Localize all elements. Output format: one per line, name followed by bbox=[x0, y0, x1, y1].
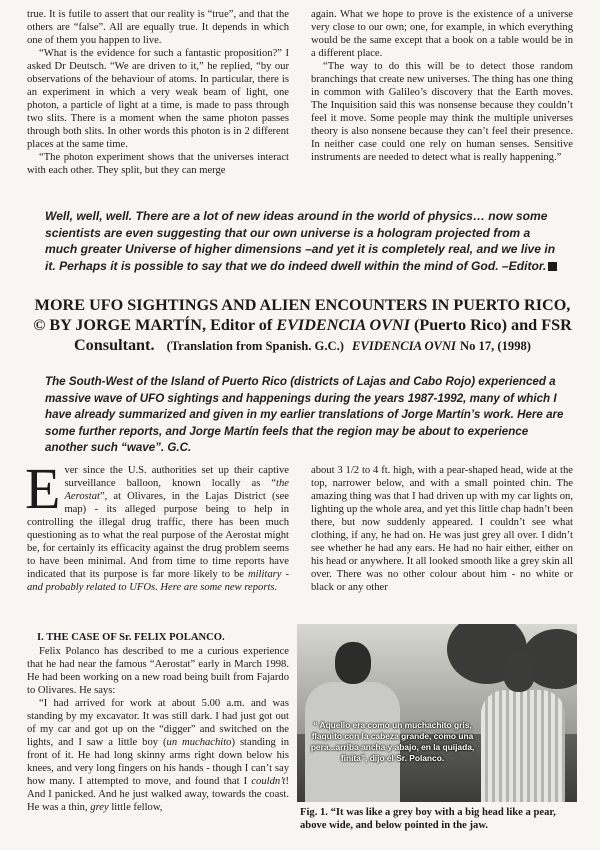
body-right-column bbox=[311, 464, 573, 594]
text-run: ! And I panicked. And he just walked away, towards the coast. He was a thin, bbox=[27, 776, 289, 813]
text-run: un muchachito bbox=[166, 737, 232, 748]
article-intro: The South-West of the Island of Puerto Rico (districts of Lajas and Cabo Rojo) experienced a massive wave of UFO sightings and happenings during the years 1987-1992, many of which I have already summarized and given in my earlier translations of Jorge Martín’s work. Here are some further reports, and Jorge Martín feels that the region may be about to experience another such “wave”. G.C. bbox=[45, 375, 564, 454]
text-run: ”, at Olivares, in the Lajas District (see map) - its alleged purpose being to help in controlling the illegal drug traffic, there has been much questioning as to what the real purpose of the Aerostat might be, for certainly its efficacity against the drug problem seems to have been minimal. And from time to time reports have indicated that its purpose is far more likely to be bbox=[27, 491, 289, 580]
text-run: couldn’t bbox=[251, 776, 286, 787]
photo-witness-head bbox=[503, 652, 535, 692]
paragraph: true. It is futile to assert that our reality is “true”, and that the others are “false”. All are equally true. It depends in which one of them you happen to live. bbox=[27, 9, 289, 46]
text-run: little fellow, bbox=[108, 802, 163, 813]
top-left-column bbox=[27, 8, 289, 177]
translation-note: (Translation from Spanish. G.C.) bbox=[166, 339, 344, 353]
section-heading: I. THE CASE OF Sr. FELIX POLANCO. bbox=[37, 632, 225, 643]
witness-photo bbox=[297, 624, 577, 802]
editor-note-text: Well, well, well. There are a lot of new ideas around in the world of physics… now some scientists are even suggesting that our own universe is a hologram projected from a much greater Universe of higher dimensions –and yet it is completely real, and we live in it. Perhaps it is possible to say that we do indeed dwell within the mind of God. –Editor. bbox=[45, 209, 556, 273]
paragraph: about 3 1/2 to 4 ft. high, with a pear-shaped head, wide at the top, narrower below, and with a small pointed chin. The amazing thing was that I had driven up with my car lights on, lighting up the whole area, and yet this little chap hadn’t been there, but now suddenly appeared. I couldn’t see what clothing, if any, he had on. He was just grey all over. I didn’t see whether he had any ears. He had no hair either, either on his head or anywhere. It all looked smooth like a grey skin all over. There was no other colour about him - no white or black or any other bbox=[311, 465, 573, 593]
figure-caption: Fig. 1. “It was like a grey boy with a big head like a pear, above wide, and below pointed in the jaw. bbox=[300, 807, 556, 831]
headline-line-2 bbox=[20, 315, 585, 335]
paragraph bbox=[27, 697, 289, 814]
editor-note bbox=[45, 208, 565, 274]
paragraph: Felix Polanco has described to me a curious experience that he had near the famous “Aerostat” early in March 1998. He had been working on a new road being built from Fajardo to Olivares. He says: bbox=[27, 646, 289, 696]
opening-paragraph bbox=[25, 456, 289, 594]
text-run: “I had arrived for work at about 5.00 a.m. and was standing by my excavator. It was still dark. I had just got out of my car and got up on the “digger” and switched on the lights, and I saw a little boy ( bbox=[27, 698, 289, 748]
publication-name: EVIDENCIA OVNI bbox=[276, 316, 410, 334]
body-left-column bbox=[25, 456, 289, 594]
headline-line-3 bbox=[20, 335, 585, 356]
headline-consultant: Consultant. bbox=[73, 336, 155, 354]
photo-interviewer-head bbox=[335, 642, 371, 684]
photo-witness bbox=[481, 690, 565, 802]
photo-overlay-caption: “ Aquello era como un muchachito gris, flaquito con la cabeza grande, como una pera...arriba ancha y abajo, en la quijada, finita”, dijo el Sr. Polanco. bbox=[310, 720, 475, 763]
paragraph: again. What we hope to prove is the existence of a universe very close to our own; one, for example, in which everything would be the same except that a book on a table would be in a different place. bbox=[311, 9, 573, 59]
text-run: ) standing in front of it. He had long skinny arms right down below his knees, and very long fingers on his hands - though I can’t say how many. I attempted to move, and found that I bbox=[27, 737, 290, 787]
paragraph: “The way to do this will be to detect those random branchings that create new universes. The thing has one thing in common with Galileo’s discovery that the Earth moves. The Inquisition said this was nonsense because they couldn’t feel it move. Some people may think the multiple universes theory is also nonsene because they can’t feel their presence. In neither case could one rely on human senses. Sensitive instruments are needed to detect what is really happening.” bbox=[311, 61, 573, 163]
drop-cap: E bbox=[25, 456, 61, 521]
text-run: grey bbox=[90, 802, 109, 813]
issue-number: No 17, (1998) bbox=[460, 339, 532, 353]
paragraph: “The photon experiment shows that the universes interact with each other. They split, but they can merge bbox=[27, 152, 289, 176]
case-column bbox=[27, 645, 289, 814]
text-run: military - and probably related to UFOs. Here are some new reports. bbox=[27, 569, 289, 593]
headline-line-1: MORE UFO SIGHTINGS AND ALIEN ENCOUNTERS IN PUERTO RICO, bbox=[34, 296, 571, 314]
end-of-story-square-icon bbox=[548, 262, 557, 271]
text-run: ver since the U.S. authorities set up their captive surveillance balloon, known locally as “ bbox=[64, 465, 289, 489]
article-headline bbox=[20, 295, 585, 356]
paragraph: “What is the evidence for such a fantastic proposition?” I asked Dr Deutsch. “We are driven to it,” he replied, “by our observations of the behaviour of atoms. In particular, there is an experiment in which a very weak beam of light, one photon, a particle of light at a time, is made to pass through two slits. There is a moment when the same photon passes through both slits. In other words this photon is in 2 different places at the same time. bbox=[27, 48, 289, 150]
headline-byline: © BY JORGE MARTÍN, Editor of bbox=[33, 316, 277, 334]
top-right-column bbox=[311, 8, 573, 164]
text-run: the Aerostat bbox=[64, 478, 289, 502]
publication-name: EVIDENCIA OVNI bbox=[352, 339, 456, 353]
headline-byline-end: (Puerto Rico) and FSR bbox=[409, 316, 572, 334]
